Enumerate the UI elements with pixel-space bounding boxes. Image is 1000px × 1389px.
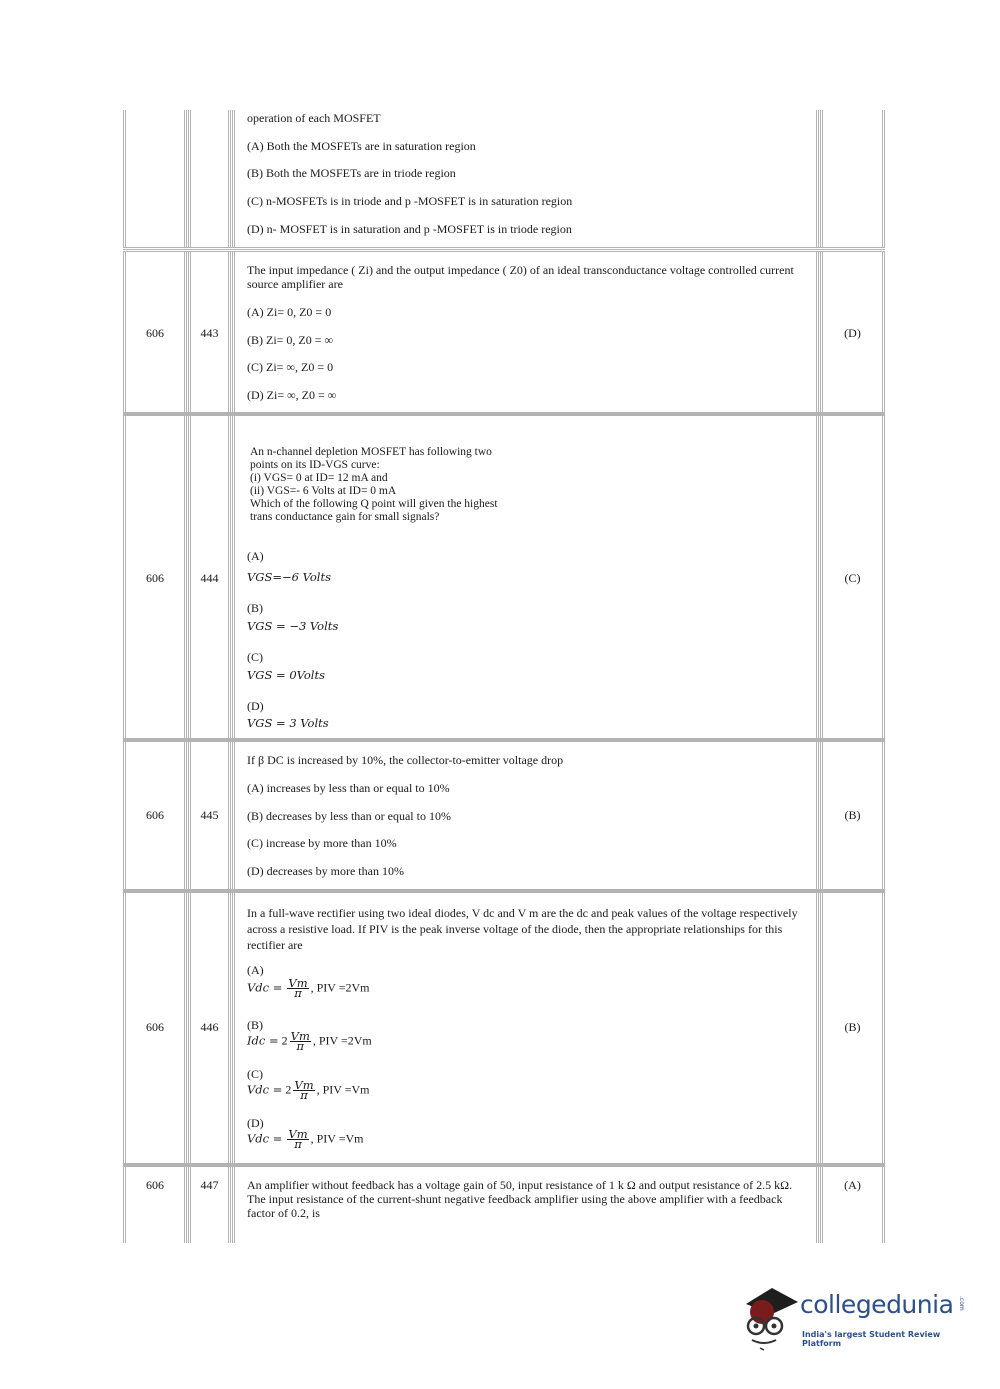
option-d-label: (D) — [247, 699, 264, 713]
table-row — [123, 1164, 885, 1243]
fraction: $\frac{Vm}{\pi}$ — [288, 1127, 308, 1151]
code-cell: 606 — [123, 416, 187, 738]
fraction: $\frac{Vm}{\pi}$ — [294, 1078, 314, 1102]
option-c-label: (C) — [247, 1067, 263, 1081]
option-a-label: (A) — [247, 549, 264, 563]
qno-cell: 443 — [188, 252, 231, 412]
option-b: (B) Both the MOSFETs are in triode region — [247, 166, 456, 180]
option-d: (D) decreases by more than 10% — [247, 864, 404, 878]
code-cell: 606 — [123, 893, 187, 1163]
qno-cell: 446 — [188, 893, 231, 1163]
option-c: (C) increase by more than 10% — [247, 836, 397, 850]
question-text: operation of each MOSFET — [247, 111, 381, 125]
option-a: VGS=−6 Volts — [247, 570, 331, 584]
question-cell — [232, 252, 819, 412]
logo-wordmark: collegedunia — [800, 1290, 954, 1319]
mascot-icon — [742, 1282, 802, 1352]
option-b: VGS = −3 Volts — [247, 619, 339, 633]
option-a: (A) Zi= 0, Z0 = 0 — [247, 305, 332, 319]
code-cell: 606 — [123, 742, 187, 889]
fraction: $\frac{Vm}{\pi}$ — [290, 1029, 310, 1053]
code-cell: 606 — [123, 252, 187, 412]
question-cell — [232, 742, 819, 889]
table-row — [123, 739, 885, 892]
answer-cell: (A) — [820, 1167, 885, 1243]
option-c: Vdc = 2 $\frac{Vm}{\pi}$ , PIV =Vm — [247, 1078, 370, 1102]
option-c: (C) n-MOSFETs is in triode and p -MOSFET is in saturation region — [247, 194, 573, 208]
option-d: (D) Zi= ∞, Z0 = ∞ — [247, 388, 337, 402]
collegedunia-logo — [742, 1282, 972, 1352]
question-text: The input impedance ( Zi) and the output impedance ( Z0) of an ideal transconductance voltage controlled current source amplifier are — [247, 263, 794, 291]
fraction: $\frac{Vm}{\pi}$ — [288, 976, 308, 1000]
qno-cell: 444 — [188, 416, 231, 738]
answer-cell — [820, 110, 885, 247]
code-cell — [123, 110, 187, 247]
option-a: (A) increases by less than or equal to 10% — [247, 781, 450, 795]
answer-cell: (C) — [820, 416, 885, 738]
question-cell — [232, 1167, 819, 1243]
option-c: (C) Zi= ∞, Z0 = 0 — [247, 360, 334, 374]
qno-cell: 447 — [188, 1167, 231, 1243]
qno-cell — [188, 110, 231, 247]
option-c: VGS = 0Volts — [247, 668, 326, 682]
question-text: If β DC is increased by 10%, the collector-to-emitter voltage drop — [247, 753, 564, 767]
answer-cell: (B) — [820, 742, 885, 889]
logo-suffix: .com — [958, 1296, 965, 1311]
option-a: (A) Both the MOSFETs are in saturation region — [247, 139, 476, 153]
question-cell — [232, 416, 819, 738]
question-text: An n-channel depletion MOSFET has following two points on its ID-VGS curve: (i) VGS= 0 at ID= 12 mA and (ii) VGS=- 6 Volts at ID= 0 mA Which of the following Q point will given the highest trans conductance gain for small signals? — [250, 446, 498, 523]
table-row — [123, 110, 885, 250]
option-a-label: (A) — [247, 963, 264, 977]
option-b: (B) decreases by less than or equal to 10% — [247, 809, 451, 823]
option-b: Idc = 2 $\frac{Vm}{\pi}$ , PIV =2Vm — [247, 1029, 372, 1053]
logo-tagline: India's largest Student Review Platform — [802, 1330, 941, 1348]
qno-cell: 445 — [188, 742, 231, 889]
answer-cell: (B) — [820, 893, 885, 1163]
option-c-label: (C) — [247, 650, 263, 664]
table-row — [123, 890, 885, 1166]
option-a: Vdc = $\frac{Vm}{\pi}$ , PIV =2Vm — [247, 976, 370, 1000]
question-text: An amplifier without feedback has a voltage gain of 50, input resistance of 1 k Ω and output resistance of 2.5 kΩ. The input resistance of the current-shunt negative feedback amplifier using the above amplifier with a feedback factor of 0.2, is — [247, 1178, 793, 1220]
option-b: (B) Zi= 0, Z0 = ∞ — [247, 333, 334, 347]
question-cell — [232, 110, 819, 247]
option-d-label: (D) — [247, 1116, 264, 1130]
option-d: VGS = 3 Volts — [247, 716, 329, 730]
option-d: (D) n- MOSFET is in saturation and p -MOSFET is in triode region — [247, 222, 572, 236]
question-text: In a full-wave rectifier using two ideal diodes, V dc and V m are the dc and peak values of the voltage respectively across a resistive load. If PIV is the peak inverse voltage of the diode, then the appropriate relationships for this rectifier are — [247, 906, 798, 952]
code-cell: 606 — [123, 1167, 187, 1243]
option-b-label: (B) — [247, 601, 263, 615]
option-d: Vdc = $\frac{Vm}{\pi}$ , PIV =Vm — [247, 1127, 364, 1151]
table-row — [123, 413, 885, 741]
option-b-label: (B) — [247, 1018, 263, 1032]
table-row — [123, 249, 885, 415]
answer-cell: (D) — [820, 252, 885, 412]
question-cell — [232, 893, 819, 1163]
